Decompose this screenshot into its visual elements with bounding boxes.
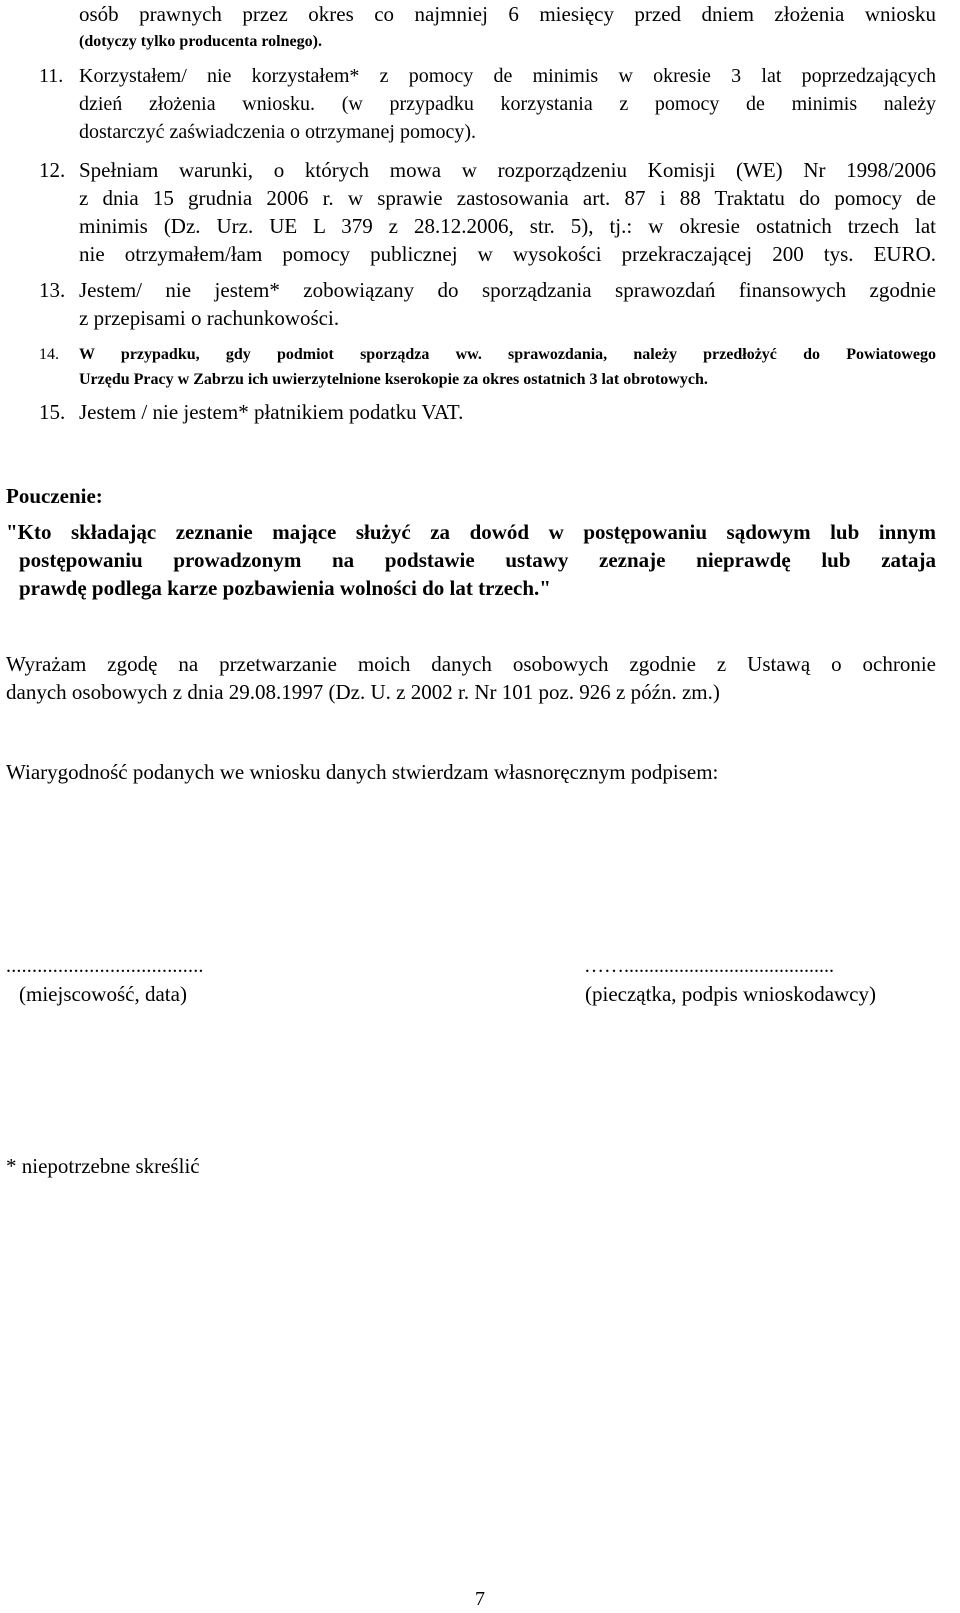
item-12-line-3: minimis (Dz. Urz. UE L 379 z 28.12.2006, str. 5), tj.: w okresie ostatnich trzech lat (79, 214, 936, 238)
item-15-text: Jestem / nie jestem* płatnikiem podatku VAT. (79, 400, 464, 424)
page-number: 7 (475, 1588, 485, 1610)
item-14-number: 14. (39, 346, 59, 363)
item-10-line-1: osób prawnych przez okres co najmniej 6 miesięcy przed dniem złożenia wniosku (79, 2, 936, 26)
consent-statement (6, 650, 936, 706)
item-13-line-2: z przepisami o rachunkowości. (79, 306, 340, 330)
item-14-line-1: W przypadku, gdy podmiot sporządza ww. sprawozdania, należy przedłożyć do Powiatowego (79, 346, 936, 363)
item-13 (39, 276, 936, 332)
consent-line-1: Wyrażam zgodę na przetwarzanie moich danych osobowych zgodnie z Ustawą o ochronie (6, 652, 936, 676)
signature-dots: …….......................................... (584, 955, 834, 977)
item-15 (39, 398, 936, 426)
pouczenie-heading: Pouczenie: (6, 484, 103, 508)
item-11-line-2: dzień złożenia wniosku. (w przypadku korzystania z pomocy de minimis należy (79, 93, 936, 115)
pouczenie-text (6, 518, 936, 602)
item-12-number: 12. (39, 158, 66, 182)
place-date-label: (miejscowość, data) (19, 982, 187, 1006)
item-11-number: 11. (39, 65, 64, 87)
item-12-line-1: Spełniam warunki, o których mowa w rozporządzeniu Komisji (WE) Nr 1998/2006 (79, 158, 936, 182)
item-13-number: 13. (39, 278, 66, 302)
item-10-continuation (79, 0, 936, 54)
item-14 (39, 342, 936, 392)
item-11-line-3: dostarczyć zaświadczenia o otrzymanej pomocy). (79, 121, 477, 143)
consent-line-2: danych osobowych z dnia 29.08.1997 (Dz. U. z 2002 r. Nr 101 poz. 926 z późn. zm.) (6, 680, 720, 704)
place-date-dots: ...................................... (6, 955, 204, 977)
item-13-line-1: Jestem/ nie jestem* zobowiązany do sporządzania sprawozdań finansowych zgodnie (79, 278, 936, 302)
item-12 (39, 156, 936, 268)
pouczenie-line-1: "Kto składając zeznanie mające służyć za dowód w postępowaniu sądowym lub innym (6, 520, 936, 544)
authenticity-statement: Wiarygodność podanych we wniosku danych stwierdzam własnoręcznym podpisem: (6, 760, 719, 784)
item-14-line-2: Urzędu Pracy w Zabrzu ich uwierzytelnione kserokopie za okres ostatnich 3 lat obrotowych. (79, 371, 708, 388)
signature-label: (pieczątka, podpis wnioskodawcy) (585, 982, 876, 1006)
pouczenie-line-2: postępowaniu prowadzonym na podstawie ustawy zeznaje nieprawdę lub zataja (19, 548, 936, 572)
item-15-number: 15. (39, 400, 66, 424)
item-12-line-2: z dnia 15 grudnia 2006 r. w sprawie zastosowania art. 87 i 88 Traktatu do pomocy de (79, 186, 936, 210)
item-12-line-4: nie otrzymałem/łam pomocy publicznej w wysokości przekraczającej 200 tys. EURO. (79, 242, 936, 266)
pouczenie-line-3: prawdę podlega karze pozbawienia wolności do lat trzech." (19, 576, 551, 600)
item-11-line-1: Korzystałem/ nie korzystałem* z pomocy de minimis w okresie 3 lat poprzedzających (79, 65, 936, 87)
item-10-line-2: (dotyczy tylko producenta rolnego). (79, 33, 322, 50)
item-11 (39, 62, 936, 146)
footnote: * niepotrzebne skreślić (6, 1154, 200, 1178)
